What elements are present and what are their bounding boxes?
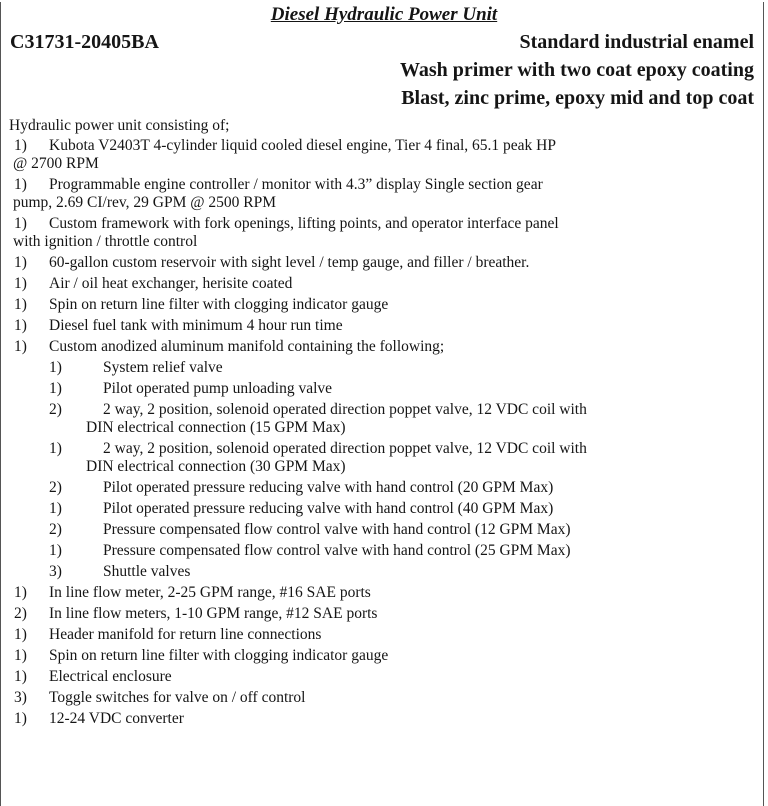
item-description: Diesel fuel tank with minimum 4 hour run time (49, 317, 343, 334)
item-description: 2 way, 2 position, solenoid operated direction poppet valve, 12 VDC coil with (103, 401, 587, 418)
item-description: Programmable engine controller / monitor with 4.3” display Single section gear (49, 176, 543, 193)
item-description: Electrical enclosure (49, 668, 172, 685)
item-description: Pressure compensated flow control valve with hand control (25 GPM Max) (103, 542, 571, 559)
item-description: Toggle switches for valve on / off control (49, 689, 306, 706)
item-description: Pilot operated pump unloading valve (103, 380, 333, 397)
item-description: Header manifold for return line connections (49, 626, 322, 643)
manifold-sub-item (0, 380, 768, 401)
item-description-continued: with ignition / throttle control (13, 233, 198, 250)
item-quantity: 1) (49, 359, 62, 376)
manifold-sub-item (0, 401, 768, 440)
item-description-continued: @ 2700 RPM (13, 155, 99, 172)
item-quantity: 1) (49, 380, 62, 397)
list-item (0, 296, 768, 317)
item-quantity: 1) (14, 584, 27, 601)
item-description: Kubota V2403T 4-cylinder liquid cooled diesel engine, Tier 4 final, 65.1 peak HP (49, 137, 556, 154)
item-quantity: 1) (49, 440, 62, 457)
item-quantity: 1) (14, 176, 27, 193)
manifold-sub-item (0, 440, 768, 479)
item-description: Shuttle valves (103, 563, 191, 580)
list-item (0, 176, 768, 215)
item-description: 2 way, 2 position, solenoid operated direction poppet valve, 12 VDC coil with (103, 440, 587, 457)
item-quantity: 2) (49, 521, 62, 538)
list-item (0, 275, 768, 296)
manifold-sub-item (0, 359, 768, 380)
item-description: Pilot operated pressure reducing valve with hand control (20 GPM Max) (103, 479, 554, 496)
coating-option-2: Wash primer with two coat epoxy coating (399, 59, 754, 81)
item-description: Custom anodized aluminum manifold containing the following; (49, 338, 445, 355)
item-description: Air / oil heat exchanger, herisite coated (49, 275, 293, 292)
item-quantity: 1) (49, 542, 62, 559)
list-item (0, 626, 768, 647)
item-quantity: 1) (14, 137, 27, 154)
item-description: 60-gallon custom reservoir with sight level / temp gauge, and filler / breather. (49, 254, 530, 271)
item-description: In line flow meter, 2-25 GPM range, #16 SAE ports (49, 584, 371, 601)
item-description-continued: DIN electrical connection (15 GPM Max) (86, 419, 346, 436)
document-title: Diesel Hydraulic Power Unit (270, 4, 498, 25)
intro-text: Hydraulic power unit consisting of; (9, 117, 230, 134)
list-item (0, 605, 768, 626)
list-item (0, 215, 768, 254)
list-item (0, 254, 768, 275)
item-quantity: 1) (14, 317, 27, 334)
list-item (0, 710, 768, 731)
coating-option-1: Standard industrial enamel (519, 31, 754, 53)
item-quantity: 1) (14, 275, 27, 292)
item-quantity: 1) (14, 647, 27, 664)
list-item (0, 137, 768, 176)
item-quantity: 2) (49, 401, 62, 418)
item-quantity: 2) (14, 605, 27, 622)
item-quantity: 1) (14, 668, 27, 685)
item-quantity: 3) (14, 689, 27, 706)
list-item (0, 689, 768, 710)
item-quantity: 1) (14, 710, 27, 727)
coating-option-3: Blast, zinc prime, epoxy mid and top coat (401, 87, 754, 109)
item-quantity: 1) (14, 254, 27, 271)
item-description: System relief valve (103, 359, 223, 376)
component-list (0, 137, 768, 731)
list-item (0, 317, 768, 338)
part-number: C31731-20405BA (10, 31, 159, 53)
manifold-sub-item (0, 521, 768, 542)
item-quantity: 1) (14, 626, 27, 643)
item-quantity: 3) (49, 563, 62, 580)
item-quantity: 1) (14, 296, 27, 313)
item-description: 12-24 VDC converter (49, 710, 184, 727)
manifold-sub-item (0, 542, 768, 563)
item-description-continued: DIN electrical connection (30 GPM Max) (86, 458, 346, 475)
item-description: Custom framework with fork openings, lifting points, and operator interface panel (49, 215, 559, 232)
item-description: Pilot operated pressure reducing valve with hand control (40 GPM Max) (103, 500, 554, 517)
manifold-sub-item (0, 500, 768, 521)
item-quantity: 1) (14, 215, 27, 232)
item-description: Pressure compensated flow control valve with hand control (12 GPM Max) (103, 521, 571, 538)
item-description: Spin on return line filter with clogging indicator gauge (49, 647, 389, 664)
list-item (0, 584, 768, 605)
list-item (0, 647, 768, 668)
item-quantity: 1) (14, 338, 27, 355)
item-quantity: 2) (49, 479, 62, 496)
manifold-sub-item (0, 563, 768, 584)
item-description: Spin on return line filter with clogging indicator gauge (49, 296, 389, 313)
manifold-sub-item (0, 479, 768, 500)
item-quantity: 1) (49, 500, 62, 517)
item-description-continued: pump, 2.69 CI/rev, 29 GPM @ 2500 RPM (13, 194, 277, 211)
list-item (0, 668, 768, 689)
list-item (0, 338, 768, 359)
item-description: In line flow meters, 1-10 GPM range, #12 SAE ports (49, 605, 378, 622)
